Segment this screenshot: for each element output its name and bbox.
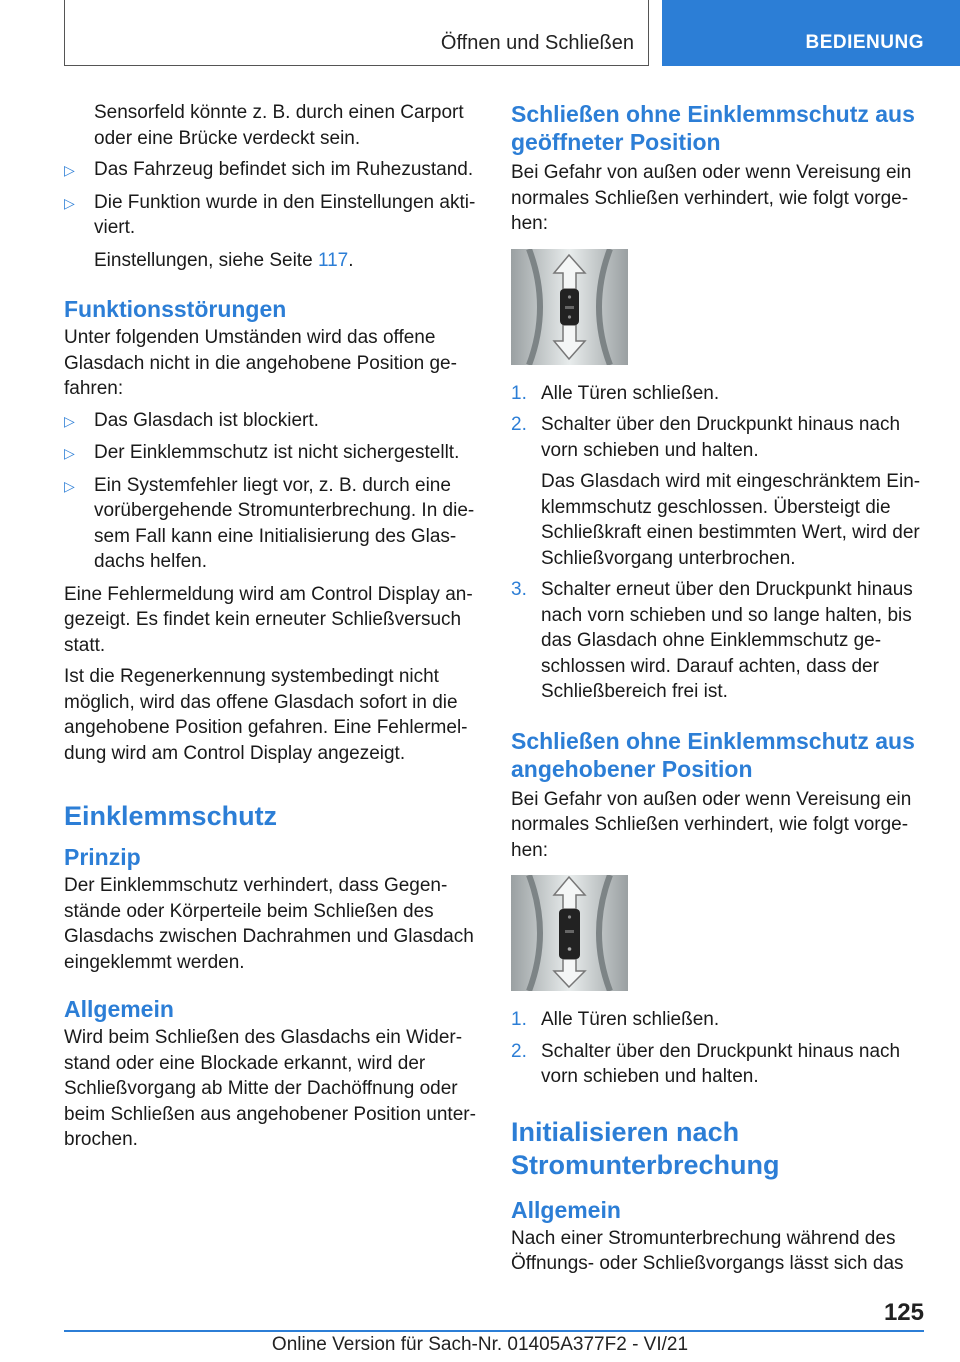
settings-reference: Einstellungen, siehe Seite 117. bbox=[94, 249, 354, 271]
triangle-bullet-icon: ▷ bbox=[64, 445, 75, 461]
page-link[interactable]: 117 bbox=[317, 249, 349, 271]
list-item: ▷ Das Glasdach ist blockiert. bbox=[64, 408, 484, 434]
intro-continued: Sensorfeld könnte z. B. durch einen Carport oder eine Brücke verdeckt sein. bbox=[94, 102, 464, 149]
footer-version: Online Version für Sach-Nr. 01405A377F2 - VI/21 bbox=[271, 1334, 689, 1355]
chapter-title: Öffnen und Schließen bbox=[440, 32, 634, 54]
page-header bbox=[0, 0, 960, 66]
step-item: 1. Alle Türen schließen. bbox=[511, 382, 720, 404]
close-raised-position-intro: Bei Gefahr von außen oder wenn Vereisung ein normales Schließen verhindert, wie folgt vorgehen: bbox=[511, 788, 912, 861]
roof-switch-illustration bbox=[511, 249, 628, 365]
malfunctions-para-1: Eine Fehlermeldung wird am Control Display angezeigt. Es findet kein erneuter Schließversuch statt. bbox=[64, 583, 473, 656]
list-item: ▷ Die Funktion wurde in den Einstellungen aktiviert. bbox=[64, 191, 476, 238]
close-raised-position-heading: Schließen ohne Einklemmschutz aus angehobener Position bbox=[511, 727, 915, 782]
step-item: 2. Schalter über den Druckpunkt hinaus nach vorn schieben und halten. bbox=[511, 414, 901, 461]
close-open-position-intro: Bei Gefahr von außen oder wenn Vereisung ein normales Schließen verhindert, wie folgt vorgehen: bbox=[511, 162, 912, 234]
section-title: BEDIENUNG bbox=[805, 32, 924, 53]
triangle-bullet-icon: ▷ bbox=[64, 477, 75, 494]
chapter-box bbox=[64, 0, 649, 66]
close-open-position-heading: Schließen ohne Einklemmschutz aus geöffneter Position bbox=[511, 101, 915, 155]
malfunctions-heading: Funktionsstörungen bbox=[64, 296, 287, 322]
page-number: 125 bbox=[883, 1299, 924, 1326]
right-column bbox=[511, 100, 931, 1283]
triangle-bullet-icon: ▷ bbox=[64, 194, 75, 211]
general-heading: Allgemein bbox=[64, 996, 174, 1022]
principle-text: Der Einklemmschutz verhindert, dass Gegenstände oder Körperteile beim Schließen des Glasdachs zwischen Dachrahmen und Glasdach eingeklemmt werden. bbox=[64, 875, 474, 973]
step-detail: Das Glasdach wird mit eingeschränktem Einklemmschutz geschlossen. Übersteigt die Schließkraft einen bestimmten Wert, wird der Schließvorgang unterbrochen. bbox=[541, 471, 921, 569]
list-item: ▷ Das Fahrzeug befindet sich im Ruhezustand. bbox=[64, 157, 484, 183]
footer-divider bbox=[64, 1330, 924, 1332]
init-general-heading: Allgemein bbox=[511, 1196, 621, 1223]
general-text: Wird beim Schließen des Glasdachs ein Widerstand oder eine Blockade erkannt, wird der Schließvorgang ab Mitte der Dachöffnung oder beim Schließen aus angehobener Position unterbrochen. bbox=[64, 1027, 476, 1150]
initialize-heading: Initialisieren nach Stromunterbrechung bbox=[511, 1116, 780, 1180]
pinch-protection-heading: Einklemmschutz bbox=[64, 801, 278, 831]
principle-heading: Prinzip bbox=[64, 844, 141, 870]
step-item: 3. Schalter erneut über den Druckpunkt hinaus nach vorn schieben und so lange halten, bis das Glasdach ohne Einklemmschutz geschlossen wird. Darauf achten, dass der Schließbereich frei ist. bbox=[511, 579, 913, 702]
triangle-bullet-icon: ▷ bbox=[64, 412, 75, 429]
step-item: 1. Alle Türen schließen. bbox=[511, 1009, 720, 1030]
roof-switch-raised-illustration bbox=[511, 875, 628, 991]
list-item: ▷ Ein Systemfehler liegt vor, z. B. durch eine vorübergehende Stromunterbrechung. In diesem Fall kann eine Initialisierung des Glasdachs helfen. bbox=[64, 474, 475, 572]
triangle-bullet-icon: ▷ bbox=[64, 162, 75, 178]
step-item: 2. Schalter über den Druckpunkt hinaus nach vorn schieben und halten. bbox=[511, 1040, 901, 1087]
left-column bbox=[64, 100, 484, 1159]
section-tab bbox=[662, 0, 960, 66]
list-item: ▷ Der Einklemmschutz ist nicht sichergestellt. bbox=[64, 440, 484, 466]
malfunctions-intro: Unter folgenden Umständen wird das offene Glasdach nicht in die angehobene Position gefahren: bbox=[64, 327, 457, 399]
malfunctions-para-2: Ist die Regenerkennung systembedingt nicht möglich, wird das offene Glasdach sofort in die angehobene Position gefahren. Eine Fehlermeldung wird am Control Display angezeigt. bbox=[64, 666, 468, 764]
init-text: Nach einer Stromunterbrechung während des Öffnungs- oder Schließvorgangs lässt sich das bbox=[511, 1227, 904, 1274]
